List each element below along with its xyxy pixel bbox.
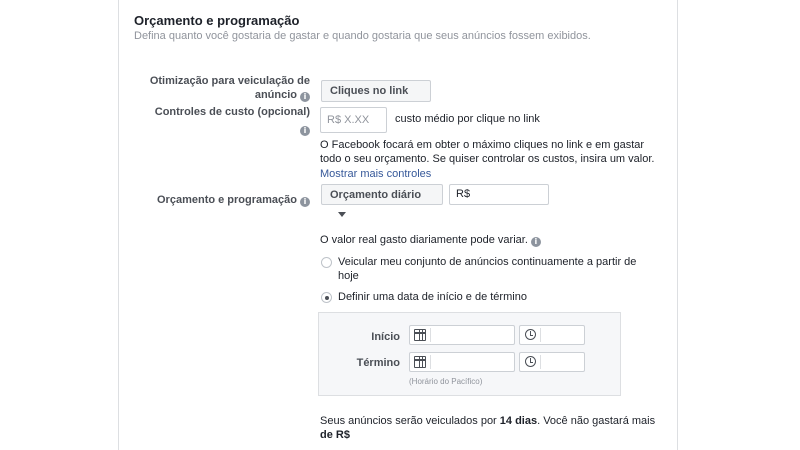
calendar-icon bbox=[414, 329, 426, 341]
optimization-label-line2-wrap bbox=[140, 88, 310, 102]
info-icon[interactable]: i bbox=[300, 92, 310, 102]
schedule-dates-label[interactable]: Definir uma data de início e de término bbox=[338, 291, 527, 303]
start-time-field[interactable] bbox=[519, 325, 585, 345]
optimization-label-line2: anúncio bbox=[254, 89, 297, 101]
budget-label-wrap bbox=[140, 193, 310, 207]
summary-line1 bbox=[320, 414, 655, 428]
optimization-dropdown[interactable] bbox=[321, 80, 431, 102]
budget-label: Orçamento e programação bbox=[157, 194, 297, 206]
optimization-dropdown-label: Cliques no link bbox=[330, 85, 409, 97]
info-icon[interactable]: i bbox=[531, 237, 541, 247]
budget-amount-input[interactable]: R$ bbox=[449, 184, 549, 205]
summary-prefix: Seus anúncios serão veiculados por bbox=[320, 415, 500, 427]
optimization-label-line1: Otimização para veiculação de bbox=[149, 75, 310, 87]
chevron-down-icon bbox=[338, 212, 346, 217]
timezone-note: (Horário do Pacífico) bbox=[409, 377, 483, 386]
summary-middle: . Você não gastará mais bbox=[537, 415, 656, 427]
field-divider bbox=[540, 328, 541, 342]
info-icon[interactable]: i bbox=[300, 197, 310, 207]
cost-controls-info-wrap bbox=[140, 122, 310, 136]
info-icon[interactable]: i bbox=[300, 126, 310, 136]
schedule-continuous-radio[interactable] bbox=[321, 257, 332, 268]
budget-note: O valor real gasto diariamente pode variar. bbox=[320, 234, 528, 246]
cost-controls-label bbox=[140, 105, 310, 136]
end-time-field[interactable] bbox=[519, 352, 585, 372]
schedule-continuous-label-line1[interactable]: Veicular meu conjunto de anúncios continuamente a partir de bbox=[338, 256, 637, 268]
cost-controls-label-text: Controles de custo (opcional) bbox=[154, 106, 310, 118]
schedule-dates-radio[interactable] bbox=[321, 292, 332, 303]
summary-days: 14 dias bbox=[499, 415, 538, 427]
end-date-field[interactable] bbox=[409, 352, 515, 372]
cost-control-suffix: custo médio por clique no link bbox=[395, 113, 540, 125]
budget-note-wrap bbox=[320, 233, 541, 247]
budget-type-dropdown[interactable] bbox=[321, 184, 443, 205]
field-divider bbox=[430, 355, 431, 369]
end-label: Término bbox=[356, 357, 400, 369]
show-more-controls-link[interactable]: Mostrar mais controles bbox=[320, 168, 432, 180]
budget-type-label: Orçamento diário bbox=[330, 189, 422, 201]
summary-line2: de R$ bbox=[320, 429, 350, 441]
start-date-field[interactable] bbox=[409, 325, 515, 345]
clock-icon bbox=[525, 329, 536, 340]
cost-control-input[interactable]: R$ X.XX bbox=[320, 107, 387, 133]
section-description: Defina quanto você gostaria de gastar e quando gostaria que seus anúncios fossem exibidos. bbox=[134, 30, 591, 42]
cost-control-help-line2: todo o seu orçamento. Se quiser controlar os custos, insira um valor. bbox=[320, 153, 655, 165]
calendar-icon bbox=[414, 356, 426, 368]
schedule-continuous-label-line2[interactable]: hoje bbox=[338, 270, 359, 282]
field-divider bbox=[430, 328, 431, 342]
field-divider bbox=[540, 355, 541, 369]
clock-icon bbox=[525, 356, 536, 367]
cost-control-help-line1: O Facebook focará em obter o máximo cliques no link e em gastar bbox=[320, 139, 645, 151]
start-label: Início bbox=[371, 331, 400, 343]
optimization-label bbox=[140, 74, 310, 102]
section-title: Orçamento e programação bbox=[134, 13, 300, 28]
